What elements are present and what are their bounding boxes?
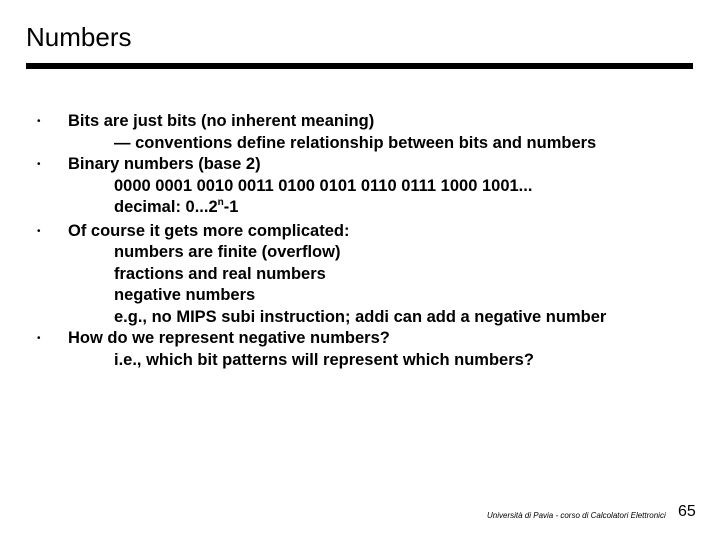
bullet-item (0, 328, 720, 371)
slide-title: Numbers (26, 22, 132, 52)
title-rule (26, 63, 693, 69)
bullet-item (0, 111, 720, 154)
decimal-range-suffix: -1 (223, 198, 239, 216)
bullet-list (0, 111, 720, 371)
bullet-text: Binary numbers (base 2) (68, 155, 261, 173)
bullet-subline: 0000 0001 0010 0011 0100 0101 0110 0111 1000 1001... (114, 176, 533, 195)
bullet-subline: i.e., which bit patterns will represent which numbers? (114, 350, 534, 369)
bullet-item (0, 154, 720, 221)
bullet-subline-decimal-range (0, 197, 720, 221)
exponent-superscript: n (217, 197, 224, 208)
bullet-marker: • (37, 116, 41, 127)
bullet-subline: numbers are finite (overflow) (114, 243, 341, 261)
bullet-marker: • (37, 225, 41, 237)
bullet-subline: e.g., no MIPS subi instruction; addi can add a negative number (114, 307, 607, 326)
bullet-marker: • (37, 159, 41, 170)
bullet-item (0, 221, 720, 329)
bullet-marker: • (37, 333, 41, 344)
page-number: 65 (678, 503, 696, 520)
bullet-subline: — conventions define relationship between bits and numbers (114, 133, 597, 152)
bullet-subline: fractions and real numbers (114, 264, 326, 283)
bullet-text: How do we represent negative numbers? (68, 329, 390, 347)
footer-course-text: Università di Pavia - corso di Calcolatori Elettronici (487, 511, 666, 520)
decimal-range-text: decimal: 0...2 (114, 198, 218, 216)
bullet-text: Of course it gets more complicated: (68, 221, 350, 240)
bullet-text: Bits are just bits (no inherent meaning) (68, 112, 375, 130)
bullet-subline: negative numbers (114, 286, 256, 304)
